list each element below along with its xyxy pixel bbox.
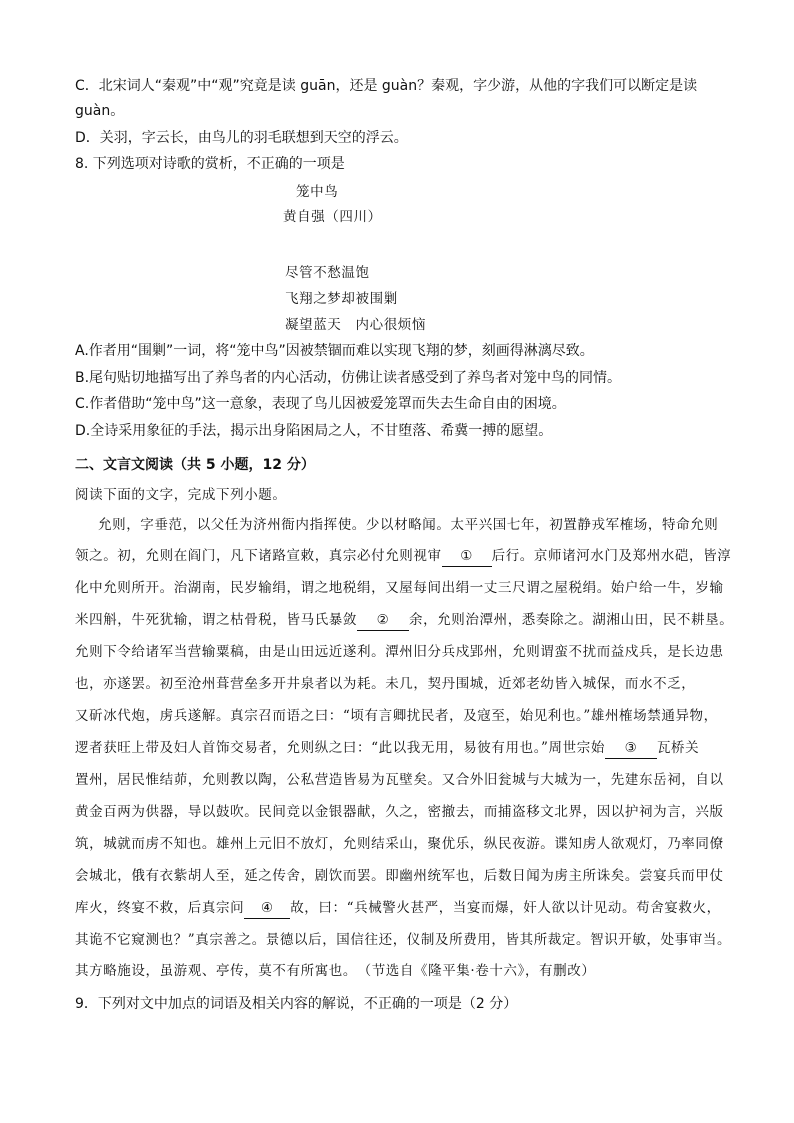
- passage-line-14: 其诡不它窥测也？”真宗善之。景德以后，国信往还，仪制及所费用，皆其所裁定。智识开敏，处事审当。: [75, 932, 732, 948]
- passage-line-9: 置州，居民惟结茆，允则教以陶，公私营造皆易为瓦壁矣。又合外旧瓮城与大城为一，先建东岳祠，自以: [75, 772, 724, 788]
- passage-line-4: [75, 610, 733, 631]
- passage-text: 库火，终宴不救，后真宗问: [75, 900, 245, 916]
- option-d: D．关羽，字云长，由鸟儿的羽毛联想到天空的浮云。: [75, 130, 408, 146]
- passage-line-15: 其方略施设，虽游观、亭传，莫不有所寓也。 （节选自《隆平集·卷十六》，有删改）: [75, 963, 596, 979]
- section-instruction: 阅读下面的文字，完成下列小题。: [75, 487, 287, 503]
- passage-text: 余，允则治潭州，悉奏除之。湖湘山田，民不耕垦。: [409, 612, 734, 628]
- q8-option-a: A.作者用“围剿”一词，将“笼中鸟”因被禁锢而难以实现飞翔的梦，刻画得淋漓尽致。: [75, 343, 594, 359]
- poem-line-3: 凝望蓝天 内心很烦恼: [285, 317, 426, 333]
- passage-text: 故，曰：“兵械警火甚严，当宴而爆，奸人欲以计见动。苟舍宴救火，: [290, 900, 721, 916]
- poem-title: 笼中鸟: [296, 184, 339, 200]
- section-heading: 二、文言文阅读（共 5 小题，12 分）: [75, 457, 315, 473]
- q8-option-c: C.作者借助“笼中鸟”这一意象，表现了鸟儿因被爱笼罩而失去生命自由的困境。: [75, 396, 566, 412]
- question-9-stem: 9．下列对文中加点的词语及相关内容的解说，不正确的一项是（2 分）: [75, 996, 518, 1012]
- passage-line-7: 又斫冰代炮，虏兵遂解。真宗召而语之曰：“顷有言卿扰民者，及寇至，始见利也。”雄州榷场禁通异物，: [75, 708, 718, 724]
- passage-text: 瓦桥关: [656, 740, 700, 756]
- blank-2: ②: [357, 610, 409, 631]
- passage-text: 逻者获旺上带及妇人首饰交易者，允则纵之曰：“此以我无用，易彼有用也。”周世宗始: [75, 740, 605, 756]
- passage-line-5: 允则下令给诸军当营输粟稿，由是山田远近遂利。潭州旧分兵戍郢州，允则谓蛮不扰而益戍兵，是长边患: [75, 644, 724, 660]
- passage-text: 后行。京师诸河水门及郑州水硙，皆淳: [491, 548, 732, 564]
- passage-line-11: 筑，城就而虏不知也。雄州上元旧不放灯，允则结采山，聚优乐，纵民夜游。谍知虏人欲观灯，乃率同僚: [75, 836, 724, 852]
- q8-option-b: B.尾句贴切地描写出了养鸟者的内心活动，仿佛让读者感受到了养鸟者对笼中鸟的同情。: [75, 370, 622, 386]
- passage-line-3: 化中允则所开。治湖南，民岁输绢，谓之地税绢，又屋每间出绢一丈三尺谓之屋税绢。始户给一牛，岁输: [75, 580, 724, 596]
- option-c-line2: guàn。: [75, 103, 125, 119]
- passage-line-13: [75, 898, 721, 919]
- blank-4: ④: [244, 898, 290, 919]
- passage-text: 领之。初，允则在阎门，凡下诸路宣敕，真宗必付允则视审: [75, 548, 442, 564]
- poem-line-2: 飞翔之梦却被围剿: [285, 291, 398, 307]
- passage-line-10: 黄金百两为供器，导以鼓吹。民间竞以金银器献，久之，密撤去，而捕盗移文北界，因以护祠为言，兴版: [75, 804, 724, 820]
- passage-line-8: [75, 738, 699, 759]
- blank-3: ③: [605, 738, 657, 759]
- passage-line-1: 允则，字垂范，以父任为济州衙内指挥使。少以材略闻。太平兴国七年，初置静戎军榷场，特命允则: [98, 517, 719, 533]
- passage-text: 米四斛，牛死犹输，谓之枯骨税，皆马氏暴敛: [75, 612, 357, 628]
- poem-line-1: 尽管不愁温饱: [285, 265, 370, 281]
- passage-line-6: 也，亦遂罢。初至沧州葺营垒多开井泉者以为耗。未几，契丹围城，近郊老幼皆入城保，而水不乏，: [75, 676, 696, 692]
- question-8-stem: 8. 下列选项对诗歌的赏析，不正确的一项是: [75, 156, 345, 172]
- poem-author: 黄自强（四川）: [283, 209, 382, 225]
- option-c-line1: C．北宋词人“秦观”中“观”究竟是读 guān，还是 guàn？秦观，字少游，从他的字我们可以断定是读: [75, 78, 698, 94]
- passage-line-12: 会城北，俄有衣紫胡人至，延之传舍，剧饮而罢。即幽州统军也，后数日闻为虏主所诛矣。尝宴兵而甲仗: [75, 868, 724, 884]
- passage-line-2: [75, 546, 731, 567]
- blank-1: ①: [442, 546, 492, 567]
- q8-option-d: D.全诗采用象征的手法，揭示出身陷困局之人，不甘堕落、希冀一搏的愿望。: [75, 423, 553, 439]
